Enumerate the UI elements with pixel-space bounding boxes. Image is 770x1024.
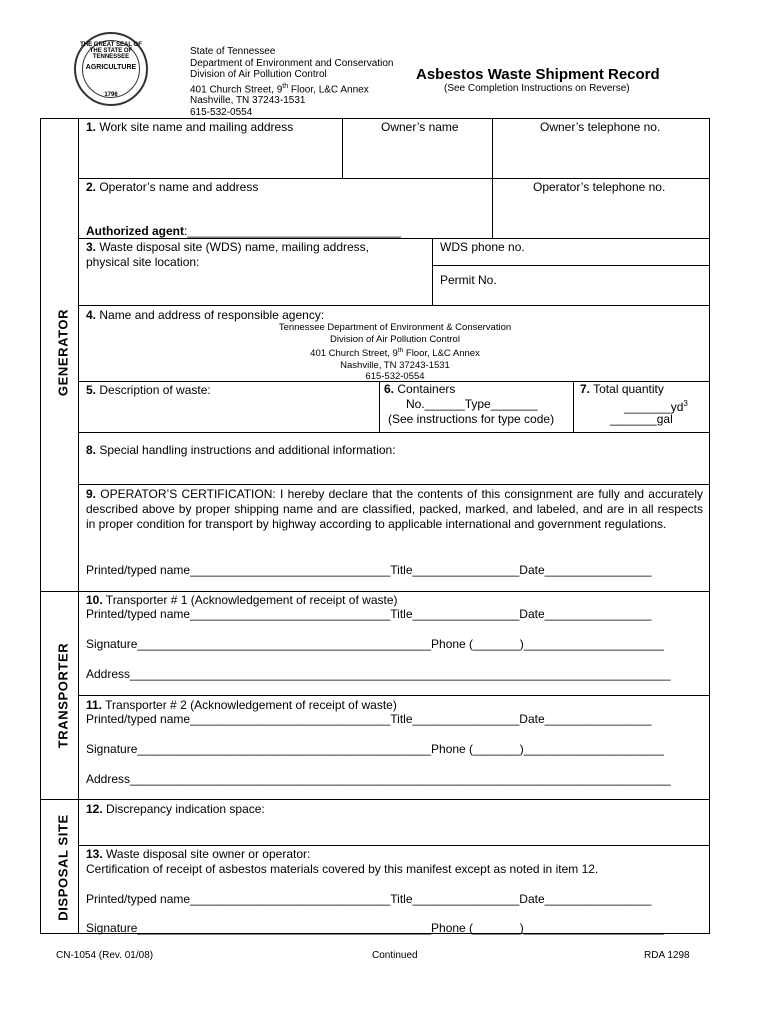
state-seal-logo <box>74 32 148 106</box>
transporter1-printed-name-line: Printed/typed name______________________________Title________________Date________________ <box>86 607 652 621</box>
containers-instructions: (See instructions for type code) <box>388 412 555 426</box>
operator-phone-label: Operator’s telephone no. <box>533 180 666 194</box>
agency-line: Nashville, TN 37243-1531 <box>190 95 306 107</box>
field-8-label: 8. Special handling instructions and additional information: <box>86 443 396 457</box>
field-1-label: 1. Work site name and mailing address <box>86 120 294 134</box>
agency-line: State of Tennessee <box>190 46 276 57</box>
row1-bottom <box>78 178 710 179</box>
agency-header <box>190 46 393 118</box>
transporter1-signature-line: Signature____________________________________________Phone (_______)_____________________ <box>86 637 664 651</box>
transporter-disposal-divider <box>40 799 710 800</box>
agency-line: Division of Air Pollution Control <box>190 69 327 80</box>
agency-line: Department of Environment and Conservation <box>190 57 394 69</box>
field-4-label: 4. Name and address of responsible agency: <box>86 308 325 322</box>
generator-transporter-divider <box>40 591 710 592</box>
row5-bottom <box>78 432 710 433</box>
footer-continued: Continued <box>372 950 418 961</box>
row12-bottom <box>78 845 710 846</box>
section-column-divider <box>78 118 79 934</box>
row3-divider <box>432 238 433 305</box>
containers-no-type: No.______Type_______ <box>406 397 538 411</box>
seal-text-center: AGRICULTURE <box>85 64 137 71</box>
form-title: Asbestos Waste Shipment Record <box>416 66 660 83</box>
operator-certification: 9. OPERATOR’S CERTIFICATION: I hereby declare that the contents of this consignment are fully and accurately described above by proper shipping name and are classified, packed, marked, and labeled, and are in all respects in proper condition for transport by highway according to applicable international and government regulations. <box>86 487 703 531</box>
field-13-certification: Certification of receipt of asbestos materials covered by this manifest except as noted in item 12. <box>86 862 599 876</box>
field-11-label: 11. Transporter # 2 (Acknowledgement of receipt of waste) <box>86 698 397 712</box>
operator-printed-name-line: Printed/typed name______________________________Title________________Date________________ <box>86 563 652 577</box>
field-2-label: 2. Operator’s name and address <box>86 180 259 194</box>
footer-form-id: CN-1054 (Rev. 01/08) <box>56 950 154 961</box>
section-transporter-label: TRANSPORTER <box>55 642 71 749</box>
field-12-label: 12. Discrepancy indication space: <box>86 802 265 816</box>
field-7-label: 7. Total quantity <box>580 382 664 396</box>
transporter2-signature-line: Signature____________________________________________Phone (_______)_____________________ <box>86 742 664 756</box>
wds-phone-bottom <box>432 265 710 266</box>
quantity-gal: _______gal <box>610 412 673 426</box>
field-3-label-line2: physical site location: <box>86 255 200 269</box>
transporter-divider <box>78 695 710 696</box>
transporter2-address-line: Address_________________________________________________________________________________ <box>86 772 671 786</box>
row1-divider <box>342 118 343 178</box>
section-generator-label: GENERATOR <box>55 308 71 397</box>
row3-bottom <box>78 305 710 306</box>
seal-text-top: THE GREAT SEAL OF THE STATE OF TENNESSEE <box>80 42 142 60</box>
owner-phone-label: Owner’s telephone no. <box>540 120 661 134</box>
form-subtitle: (See Completion Instructions on Reverse) <box>444 83 630 94</box>
field-5-label: 5. Description of waste: <box>86 383 211 397</box>
section-disposal-label: DISPOSAL SITE <box>55 814 71 921</box>
quantity-yd3: $\_\_\_\_\_\_\_yd^3$ <box>624 399 688 414</box>
transporter1-address-line: Address_________________________________________________________________________________ <box>86 667 671 681</box>
field-6-label: 6. Containers <box>384 382 456 396</box>
disposal-printed-name-line: Printed/typed name______________________________Title________________Date________________ <box>86 892 652 906</box>
row8-bottom <box>78 484 710 485</box>
footer-rda: RDA 1298 <box>644 950 690 961</box>
wds-phone-label: WDS phone no. <box>440 240 525 254</box>
transporter2-printed-name-line: Printed/typed name______________________________Title________________Date________________ <box>86 712 652 726</box>
row5-divider-a <box>379 381 380 432</box>
agency-address-line: 401 Church Street, 9th Floor, L&C Annex <box>190 82 369 95</box>
row2-bottom <box>78 238 710 239</box>
row5-divider-b <box>573 381 574 432</box>
field-10-label: 10. Transporter # 1 (Acknowledgement of receipt of waste) <box>86 593 398 607</box>
agency-line: 615-532-0554 <box>190 106 253 118</box>
permit-no-label: Permit No. <box>440 273 497 287</box>
seal-text-year: 1796 <box>104 92 118 98</box>
field-3-label: 3. Waste disposal site (WDS) name, mailing address, <box>86 240 369 254</box>
owner-name-label: Owner’s name <box>381 120 459 134</box>
field-13-label: 13. Waste disposal site owner or operator: <box>86 847 311 861</box>
responsible-agency-block: Tennessee Department of Environment & Conservation Division of Air Pollution Control 401 Church Street, 9th Floor, L&C Annex Nashville, TN 37243-1531 615-532-0554 <box>278 322 512 383</box>
disposal-signature-line: Signature____________________________________________Phone (_______)_____________________ <box>86 921 664 935</box>
authorized-agent-field: Authorized agent:________________________________ <box>86 224 401 238</box>
